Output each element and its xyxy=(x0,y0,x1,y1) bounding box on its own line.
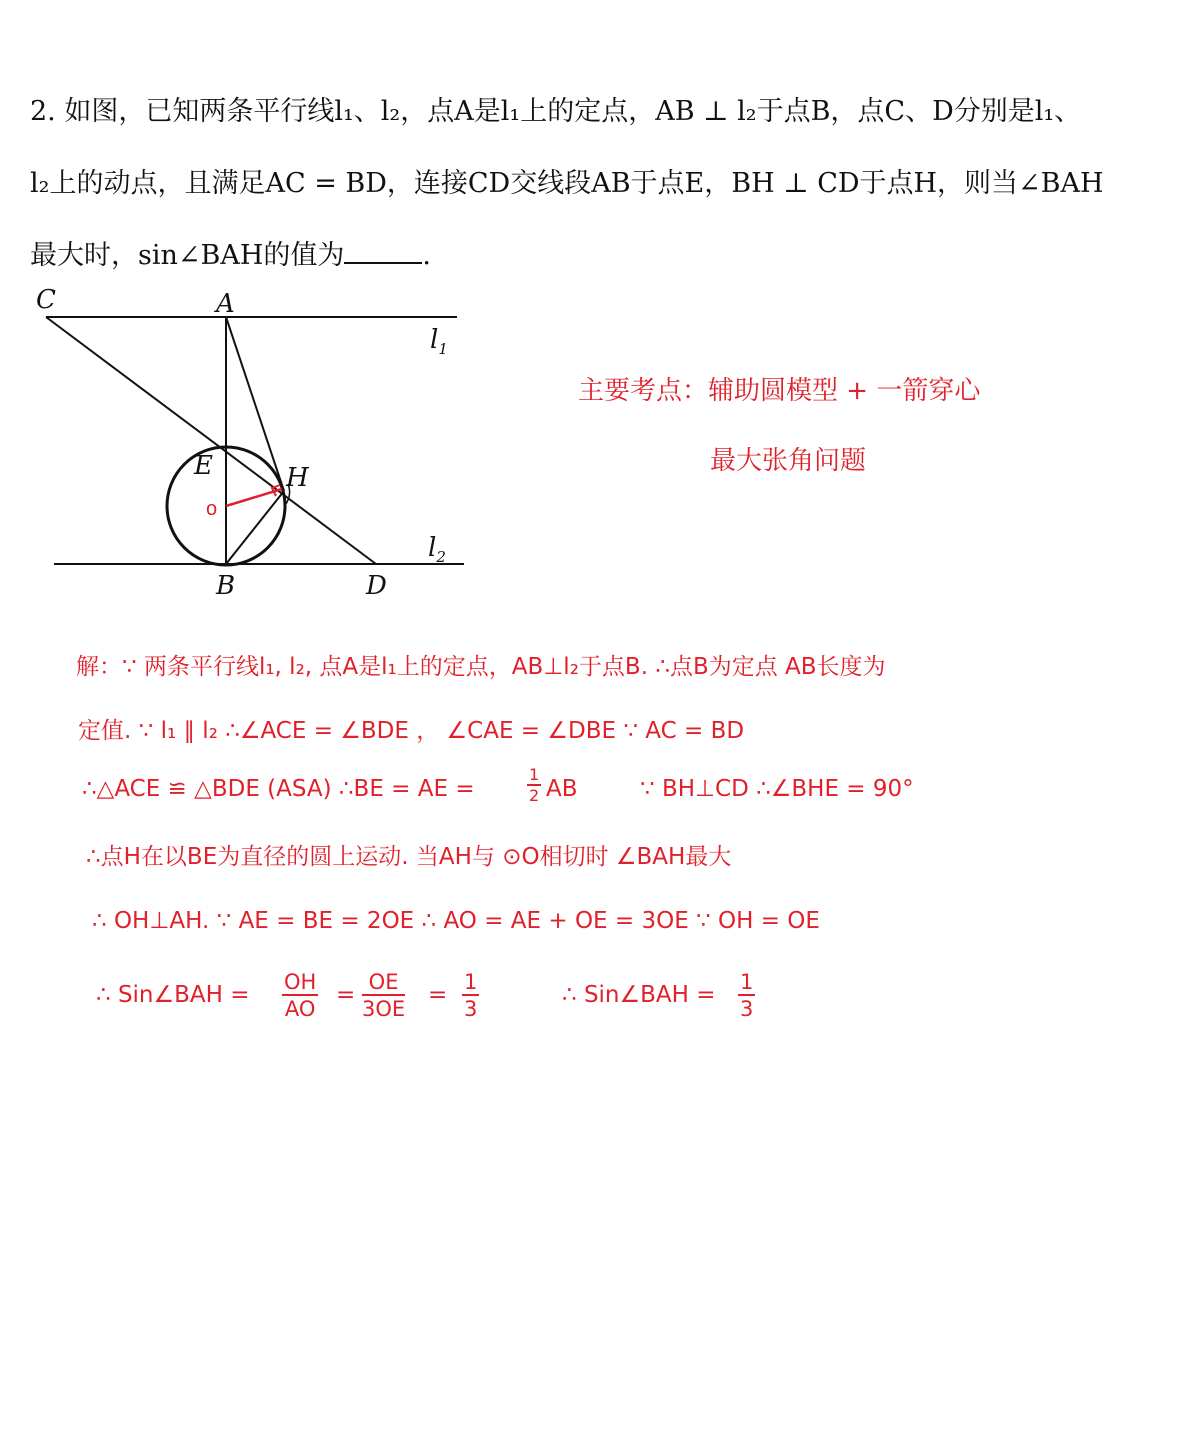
solution-row-1: 解：∵ 两条平行线l₁, l₂, 点A是l₁上的定点，AB⊥l₂于点B. ∴点B为定点 AB长度为 xyxy=(76,654,886,680)
fraction-OE-3OE xyxy=(362,970,405,1022)
label-l2-sub: 2 xyxy=(436,548,446,566)
answer-blank xyxy=(344,244,422,264)
problem-line-2: l₂上的动点，且满足AC = BD，连接CD交线段AB于点E，BH ⊥ CD于点H，则当∠BAH xyxy=(30,168,1104,199)
label-l1-letter: l xyxy=(430,325,439,355)
fraction-OH-AO-num: OH xyxy=(284,970,317,994)
fraction-one-third-b-den: 3 xyxy=(740,997,754,1021)
fraction-one-third-a-num: 1 xyxy=(464,970,478,994)
solution-row-3a: ∴△ACE ≌ △BDE (ASA) ∴BE = AE = xyxy=(82,776,475,802)
problem-line-3-end: . xyxy=(422,240,431,271)
solution-row-6-eq2: = xyxy=(428,982,448,1008)
solution-row-4: ∴点H在以BE为直径的圆上运动. 当AH与 ⊙O相切时 ∠BAH最大 xyxy=(86,844,732,870)
fraction-OH-AO xyxy=(282,970,318,1022)
label-H: H xyxy=(286,463,309,493)
fraction-one-half-den: 2 xyxy=(529,786,540,805)
solution-row-6-conclusion: ∴ Sin∠BAH = xyxy=(562,982,716,1008)
label-l2-letter: l xyxy=(428,533,437,563)
fraction-one-third-b xyxy=(738,970,755,1022)
solution-row-3b: AB xyxy=(546,776,578,802)
solution-row-6-eq1: = xyxy=(336,982,356,1008)
solution-row-5: ∴ OH⊥AH. ∵ AE = BE = 2OE ∴ AO = AE + OE = 3OE ∵ OH = OE xyxy=(92,908,820,934)
key-point-note: 主要考点：辅助圆模型 + 一箭穿心 xyxy=(578,376,981,406)
fraction-one-third-a xyxy=(462,970,479,1022)
label-C: C xyxy=(36,285,56,315)
label-E: E xyxy=(194,451,213,481)
label-A: A xyxy=(216,289,235,319)
geometry-figure xyxy=(20,272,480,602)
segment-AH xyxy=(226,317,284,491)
label-D: D xyxy=(366,571,387,601)
solution-row-2: 定值. ∵ l₁ ∥ l₂ ∴∠ACE = ∠BDE ， ∠CAE = ∠DBE ∵ AC = BD xyxy=(78,718,745,744)
fraction-OH-AO-den: AO xyxy=(284,997,316,1021)
solution-row-3c: ∵ BH⊥CD ∴∠BHE = 90° xyxy=(640,776,914,802)
label-l1-sub: 1 xyxy=(438,340,448,358)
label-l2 xyxy=(428,533,446,566)
problem-line-3-text: 最大时，sin∠BAH的值为 xyxy=(30,240,345,271)
label-O: o xyxy=(206,498,218,520)
fraction-one-third-b-num: 1 xyxy=(740,970,754,994)
fraction-one-half-num: 1 xyxy=(529,765,540,784)
fraction-one-half xyxy=(527,766,541,806)
segment-CD xyxy=(46,317,376,564)
fraction-OE-3OE-num: OE xyxy=(362,970,405,996)
label-l1 xyxy=(430,325,448,358)
solution-row-6-lead: ∴ Sin∠BAH = xyxy=(96,982,250,1008)
problem-statement xyxy=(30,76,1180,292)
label-B: B xyxy=(216,571,236,601)
fraction-one-third-a-den: 3 xyxy=(464,997,478,1021)
segment-BH xyxy=(226,491,284,564)
fraction-OE-3OE-den: 3OE xyxy=(362,997,406,1021)
key-point-subnote: 最大张角问题 xyxy=(710,446,867,476)
problem-line-1: 2. 如图，已知两条平行线l₁、l₂，点A是l₁上的定点，AB ⊥ l₂于点B，点C、D分别是l₁、 xyxy=(30,96,1082,127)
